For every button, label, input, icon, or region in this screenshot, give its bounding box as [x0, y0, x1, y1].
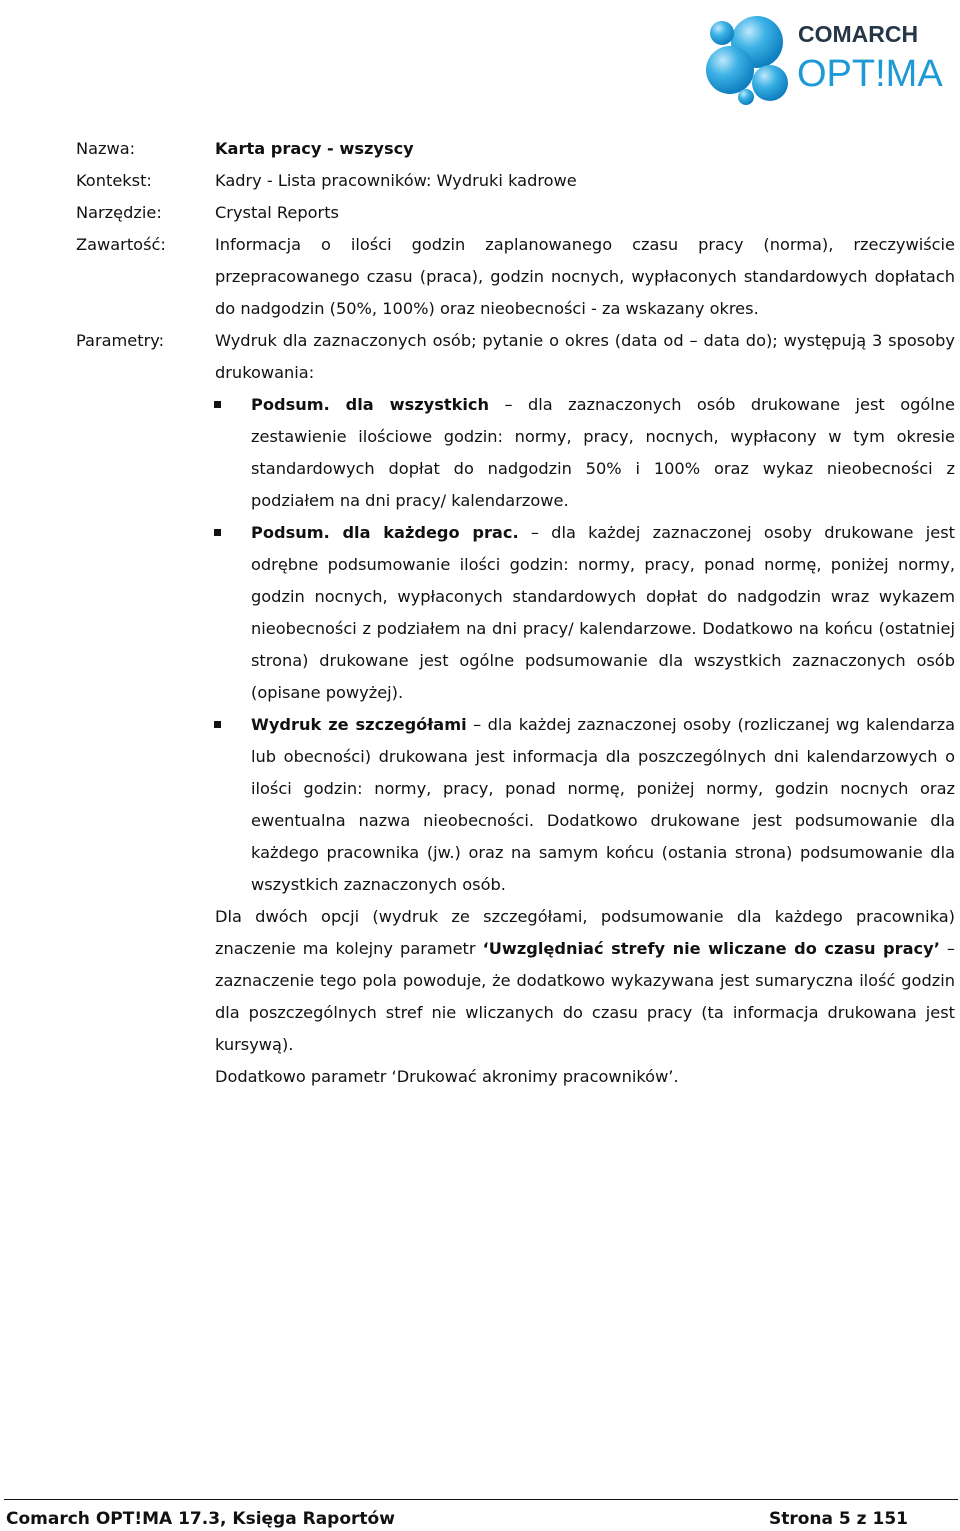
nazwa-value: Karta pracy - wszyscy [215, 139, 414, 158]
narzedzie-label: Narzędzie: [76, 203, 162, 222]
narzedzie-value: Crystal Reports [215, 203, 339, 222]
parametry-value: Wydruk dla zaznaczonych osób; pytanie o okres (data od – data do); występują 3 sposoby drukowania: [215, 331, 955, 382]
nazwa-label: Nazwa: [76, 139, 136, 158]
bullet-square-icon [214, 529, 221, 536]
comarch-optima-logo [700, 4, 950, 108]
bullet-text: – dla zaznaczonych osób drukowane jest ogólne zestawienie ilościowe godzin: normy, pracy, nocnych, wypłacony w tym okresie standardowych dopłat do nadgodzin 50% i 100% oraz wykaz nieobecności z podziałem na dni pracy/ kalendarzowe. [251, 395, 955, 510]
bullet-item [251, 389, 955, 517]
report-description [0, 133, 960, 1093]
bullet-text: – dla każdej zaznaczonej osoby (rozliczanej wg kalendarza lub obecności) drukowana jest informacja dla poszczególnych dni kalendarzowych o ilości godzin: normy, pracy, ponad normę, poniżej normy, godzin nocnych oraz ewentualna nazwa nieobecności. Dodatkowo drukowane jest podsumowanie dla każdego pracownika (jw.) oraz na samym końcu (ostania strona) podsumowanie dla wszystkich zaznaczonych osób. [251, 715, 955, 894]
bullet-item [251, 709, 955, 901]
bullet-square-icon [214, 721, 221, 728]
bullet-square-icon [214, 401, 221, 408]
kontekst-value: Kadry - Lista pracowników: Wydruki kadrowe [215, 171, 577, 190]
logo-graphic [700, 4, 950, 108]
kontekst-label: Kontekst: [76, 171, 152, 190]
bullet-lead: Podsum. dla wszystkich [251, 395, 490, 414]
bullet-lead: Podsum. dla każdego prac. [251, 523, 519, 542]
footer-title: Comarch OPT!MA 17.3, Księga Raportów [6, 1509, 395, 1529]
zawartosc-label: Zawartość: [76, 235, 166, 254]
extra-paragraph-2: Dodatkowo parametr ‘Drukować akronimy pracowników’. [215, 1067, 679, 1086]
bullet-item [251, 517, 955, 709]
row-parametry [0, 325, 960, 389]
row-kontekst [0, 165, 960, 197]
extra-paragraph [215, 901, 955, 1061]
extra-text: – zaznaczenie tego pola powoduje, że dodatkowo wykazywana jest sumaryczna ilość godzin dla poszczególnych stref nie wliczanych do czasu pracy (ta informacja drukowana jest kursywą). [215, 939, 955, 1054]
zawartosc-value: Informacja o ilości godzin zaplanowanego czasu pracy (norma), rzeczywiście przepracowanego czasu (praca), godzin nocnych, wypłaconych standardowych dopłatach do nadgodzin (50%, 100%) oraz nieobecności - za wskazany okres. [215, 235, 955, 318]
parametry-label: Parametry: [76, 331, 165, 350]
bullet-lead: Wydruk ze szczegółami [251, 715, 467, 734]
bullet-text: – dla każdej zaznaczonej osoby drukowane jest odrębne podsumowanie ilości godzin: normy, pracy, ponad normę, poniżej normy, godzin nocnych, wypłaconych standardowych dopłat do nadgodzin wraz wykazem nieobecności z podziałem na dni pracy/ kalendarzowe. Dodatkowo na końcu (ostatniej strona) drukowane jest ogólne podsumowanie dla wszystkich zaznaczonych osób (opisane powyżej). [251, 523, 955, 702]
row-nazwa [0, 133, 960, 165]
row-zawartosc [0, 229, 960, 325]
row-narzedzie [0, 197, 960, 229]
page-footer [4, 1499, 958, 1529]
logo-optima-text: OPT!MA [797, 53, 943, 95]
logo-comarch-text: COMARCH [798, 21, 919, 47]
extra-parameter-name: ‘Uwzględniać strefy nie wliczane do czasu pracy’ [482, 939, 940, 958]
extra-text: Dla dwóch opcji (wydruk ze szczegółami, podsumowanie dla każdego pracownika) znaczenie ma kolejny parametr [215, 907, 955, 958]
footer-page-number: Strona 5 z 151 [769, 1509, 908, 1529]
